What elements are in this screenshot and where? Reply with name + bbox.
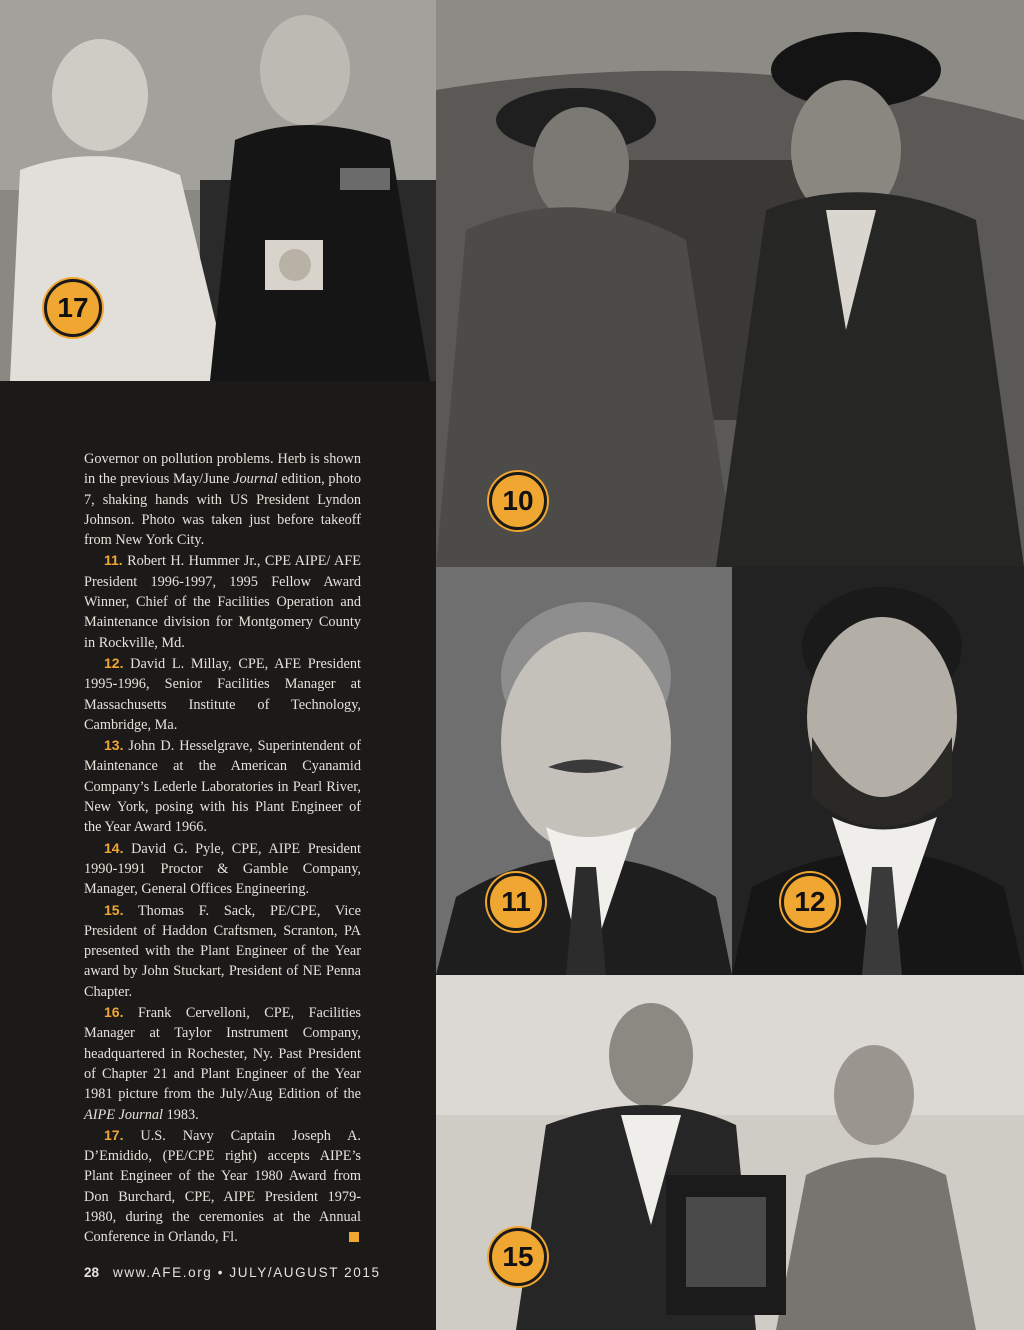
caption-15 xyxy=(84,900,361,1002)
footer-url-date: www.AFE.org • JULY/AUGUST 2015 xyxy=(113,1265,381,1280)
caption-11 xyxy=(84,550,361,652)
page-footer xyxy=(84,1265,381,1280)
caption-13 xyxy=(84,735,361,837)
caption-number: 12. xyxy=(104,654,124,671)
page-number: 28 xyxy=(84,1265,100,1280)
caption-number: 14. xyxy=(104,839,124,856)
article-text xyxy=(84,449,361,1248)
caption-number: 17. xyxy=(104,1126,124,1143)
caption-number: 11. xyxy=(104,552,123,569)
caption-number: 16. xyxy=(104,1004,124,1021)
caption-text: David L. Millay, CPE, AFE President 1995-1996, Senior Facilities Manager at Massachusetts Institute of Technology, Cambridge, Ma. xyxy=(84,655,361,733)
photo-12-image xyxy=(732,567,1024,975)
caption-16 xyxy=(84,1002,361,1125)
badge-10: 10 xyxy=(489,472,547,530)
intro-paragraph xyxy=(84,449,361,550)
caption-12 xyxy=(84,653,361,735)
caption-number: 13. xyxy=(104,737,124,754)
caption-journal: AIPE Journal xyxy=(84,1106,164,1123)
badge-12: 12 xyxy=(781,873,839,931)
caption-text: 1983. xyxy=(163,1106,199,1123)
badge-15: 15 xyxy=(489,1228,547,1286)
intro-text-b: edition, photo 7, shaking hands with US President Lyndon Johnson. Photo was taken just before takeoff from New York City. xyxy=(84,471,361,549)
badge-17: 17 xyxy=(44,279,102,337)
caption-14 xyxy=(84,838,361,900)
caption-text: U.S. Navy Captain Joseph A. D’Emidido, (PE/CPE right) accepts AIPE’s Plant Engineer of the Year 1980 Award from Don Burchard, CPE, AIPE President 1979-1980, during the ceremonies at the Annual Conference in Orlando, Fl. xyxy=(84,1127,361,1246)
caption-number: 15. xyxy=(104,901,124,918)
caption-17 xyxy=(84,1125,361,1248)
caption-text: John D. Hesselgrave, Superintendent of Maintenance at the American Cyanamid Company’s Lederle Laboratories in Pearl River, New York, posing with his Plant Engineer of the Year Award 1966. xyxy=(84,738,361,836)
intro-journal: Journal xyxy=(233,471,278,488)
caption-text: Robert H. Hummer Jr., CPE AIPE/ AFE President 1996-1997, 1995 Fellow Award Winner, Chief of the Facilities Operation and Maintenance division for Montgomery County in Rockville, Md. xyxy=(84,553,361,651)
photo-12 xyxy=(732,567,1024,975)
caption-text: Frank Cervelloni, CPE, Facilities Manager at Taylor Instrument Company, headquartered in Rochester, Ny. Past President of Chapter 21 and Plant Engineer of the Year 1981 picture from the July/Aug Edition of the xyxy=(84,1005,361,1103)
end-of-article-square-icon xyxy=(349,1232,359,1242)
intro-text-a: Governor on pollution problems. Herb is shown in the previous May/June xyxy=(84,451,361,488)
photo-11-image xyxy=(436,567,732,975)
caption-text: Thomas F. Sack, PE/CPE, Vice President of Haddon Craftsmen, Scranton, PA presented with the Plant Engineer of the Year award by John Stuckart, President of NE Penna Chapter. xyxy=(84,902,361,1000)
caption-text: David G. Pyle, CPE, AIPE President 1990-1991 Proctor & Gamble Company, Manager, General Offices Engineering. xyxy=(84,840,361,898)
photo-11 xyxy=(436,567,732,975)
badge-11: 11 xyxy=(487,873,545,931)
